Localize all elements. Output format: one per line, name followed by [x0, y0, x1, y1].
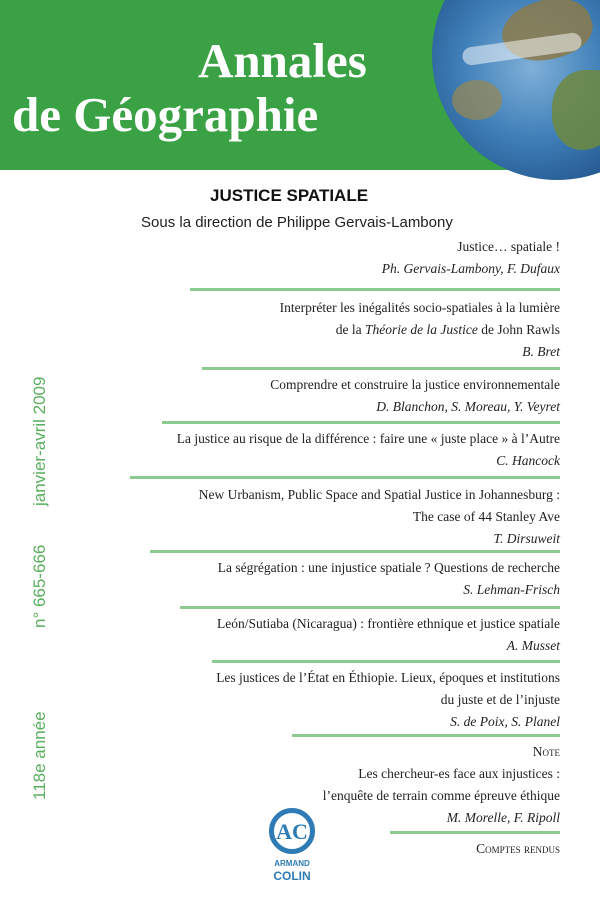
toc-entry	[140, 428, 560, 472]
toc-entry	[140, 613, 560, 657]
dossier-subtitle: Sous la direction de Philippe Gervais-Lambony	[141, 214, 453, 231]
note-authors: M. Morelle, F. Ripoll	[446, 810, 560, 825]
toc-entry	[140, 484, 560, 550]
note-title: Les chercheur-es face aux injustices :	[358, 766, 560, 781]
volume-year: 118e année	[30, 711, 49, 800]
cover-header	[0, 0, 600, 170]
article-title-line2: du juste et de l’injuste	[440, 692, 560, 707]
publisher-name-line1: ARMAND	[274, 859, 310, 868]
toc-entry	[140, 236, 560, 280]
divider	[150, 550, 560, 553]
toc-note	[140, 741, 560, 829]
publisher-logo	[268, 808, 316, 892]
globe-image	[432, 0, 600, 180]
note-title-line2: l’enquête de terrain comme épreuve éthique	[322, 788, 560, 803]
article-authors: T. Dirsuweit	[493, 531, 560, 546]
divider	[212, 660, 560, 663]
toc-entry	[140, 667, 560, 733]
divider	[190, 288, 560, 291]
toc-entry	[140, 557, 560, 601]
journal-title-line1: Annales	[198, 33, 367, 88]
issue-date: janvier-avril 2009	[30, 376, 49, 506]
reviews-label: Comptes rendus	[476, 841, 560, 856]
article-title-line2: The case of 44 Stanley Ave	[412, 509, 560, 524]
toc-entry	[140, 374, 560, 418]
publisher-emblem-icon: AC	[269, 808, 315, 854]
article-title: Les justices de l’État en Éthiopie. Lieux, époques et institutions	[216, 670, 560, 685]
divider	[180, 606, 560, 609]
divider	[162, 421, 560, 424]
article-title: Interpréter les inégalités socio-spatiales à la lumière	[279, 300, 560, 315]
article-title: La justice au risque de la différence : faire une « juste place » à l’Autre	[176, 431, 560, 446]
article-authors: S. de Poix, S. Planel	[450, 714, 560, 729]
toc-reviews	[140, 838, 560, 860]
note-label: Note	[532, 744, 560, 759]
toc-entry	[140, 297, 560, 363]
publisher-name-line2: COLIN	[273, 869, 311, 883]
article-title: León/Sutiaba (Nicaragua) : frontière ethnique et justice spatiale	[217, 616, 560, 631]
article-authors: B. Bret	[522, 344, 560, 359]
article-title: La ségrégation : une injustice spatiale ? Questions de recherche	[217, 560, 560, 575]
article-authors: S. Lehman-Frisch	[463, 582, 560, 597]
divider	[292, 734, 560, 737]
article-authors: C. Hancock	[496, 453, 560, 468]
article-authors: Ph. Gervais-Lambony, F. Dufaux	[381, 261, 560, 276]
divider	[202, 367, 560, 370]
article-title: New Urbanism, Public Space and Spatial Justice in Johannesburg :	[198, 487, 560, 502]
dossier-title: JUSTICE SPATIALE	[210, 186, 369, 205]
article-title: Comprendre et construire la justice environnementale	[270, 377, 560, 392]
issue-number: n° 665-666	[30, 544, 49, 628]
article-title: Justice… spatiale !	[457, 239, 560, 254]
divider	[130, 476, 560, 479]
article-authors: A. Musset	[506, 638, 560, 653]
article-authors: D. Blanchon, S. Moreau, Y. Veyret	[376, 399, 560, 414]
journal-title-line2: de Géographie	[12, 87, 319, 142]
divider	[390, 831, 560, 834]
article-title-line2: de la Théorie de la Justice de John Rawls	[335, 322, 560, 337]
